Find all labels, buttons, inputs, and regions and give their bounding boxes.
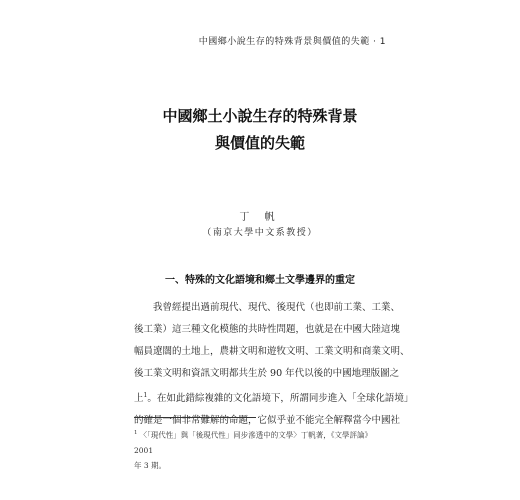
body-paragraph: [134, 297, 414, 432]
footnote-reference[interactable]: 1: [143, 392, 148, 399]
article-title: [0, 103, 520, 157]
author-name: 丁 帆: [239, 212, 281, 223]
body-line-1: 我曾經提出過前現代、現代、後現代（也即前工業、工業、: [153, 302, 401, 313]
footnote: [134, 426, 388, 473]
footnote-mark: 1: [134, 430, 138, 436]
body-line-5-prefix: 上: [134, 393, 144, 405]
title-line-2: 與價值的失範: [214, 134, 305, 152]
body-line-5-text: 在如此錯綜複雜的文化語境下，所謂同步進入「全球化語境」: [156, 393, 414, 405]
title-line-1: 中國鄉土小說生存的特殊背景: [162, 107, 358, 125]
footnote-divider: [134, 417, 256, 418]
body-line-5: [134, 385, 414, 410]
body-line-4: 後工業文明和資訊文明都共生於 90 年代以後的中國地理版圖之: [134, 368, 400, 379]
body-line-5-separator: 。: [147, 393, 157, 405]
footnote-line-2: 年 3 期。: [134, 460, 167, 470]
running-header: 中國鄉小說生存的特殊背景與價值的失範 ‧ 1: [198, 37, 386, 47]
author-affiliation: （南京大學中文系教授）: [202, 228, 318, 238]
body-line-6: 的確是一個非常難解的命題，它似乎並不能完全解釋當今中國社: [134, 415, 401, 427]
footnote-text-1: 〈「現代性」與「後現代性」同步滲透中的文學〉丁帆著，《文學評論》2001: [134, 430, 372, 455]
section-heading: 一、特殊的文化語境和鄉土文學邊界的重定: [165, 275, 355, 286]
body-line-3: 幅員遼闊的土地上，農耕文明和遊牧文明、工業文明和商業文明、: [134, 346, 410, 357]
body-line-2: 後工業）這三種文化模態的共時性問題，也就是在中國大陸這塊: [134, 324, 401, 335]
footnote-line-1: [134, 426, 388, 458]
